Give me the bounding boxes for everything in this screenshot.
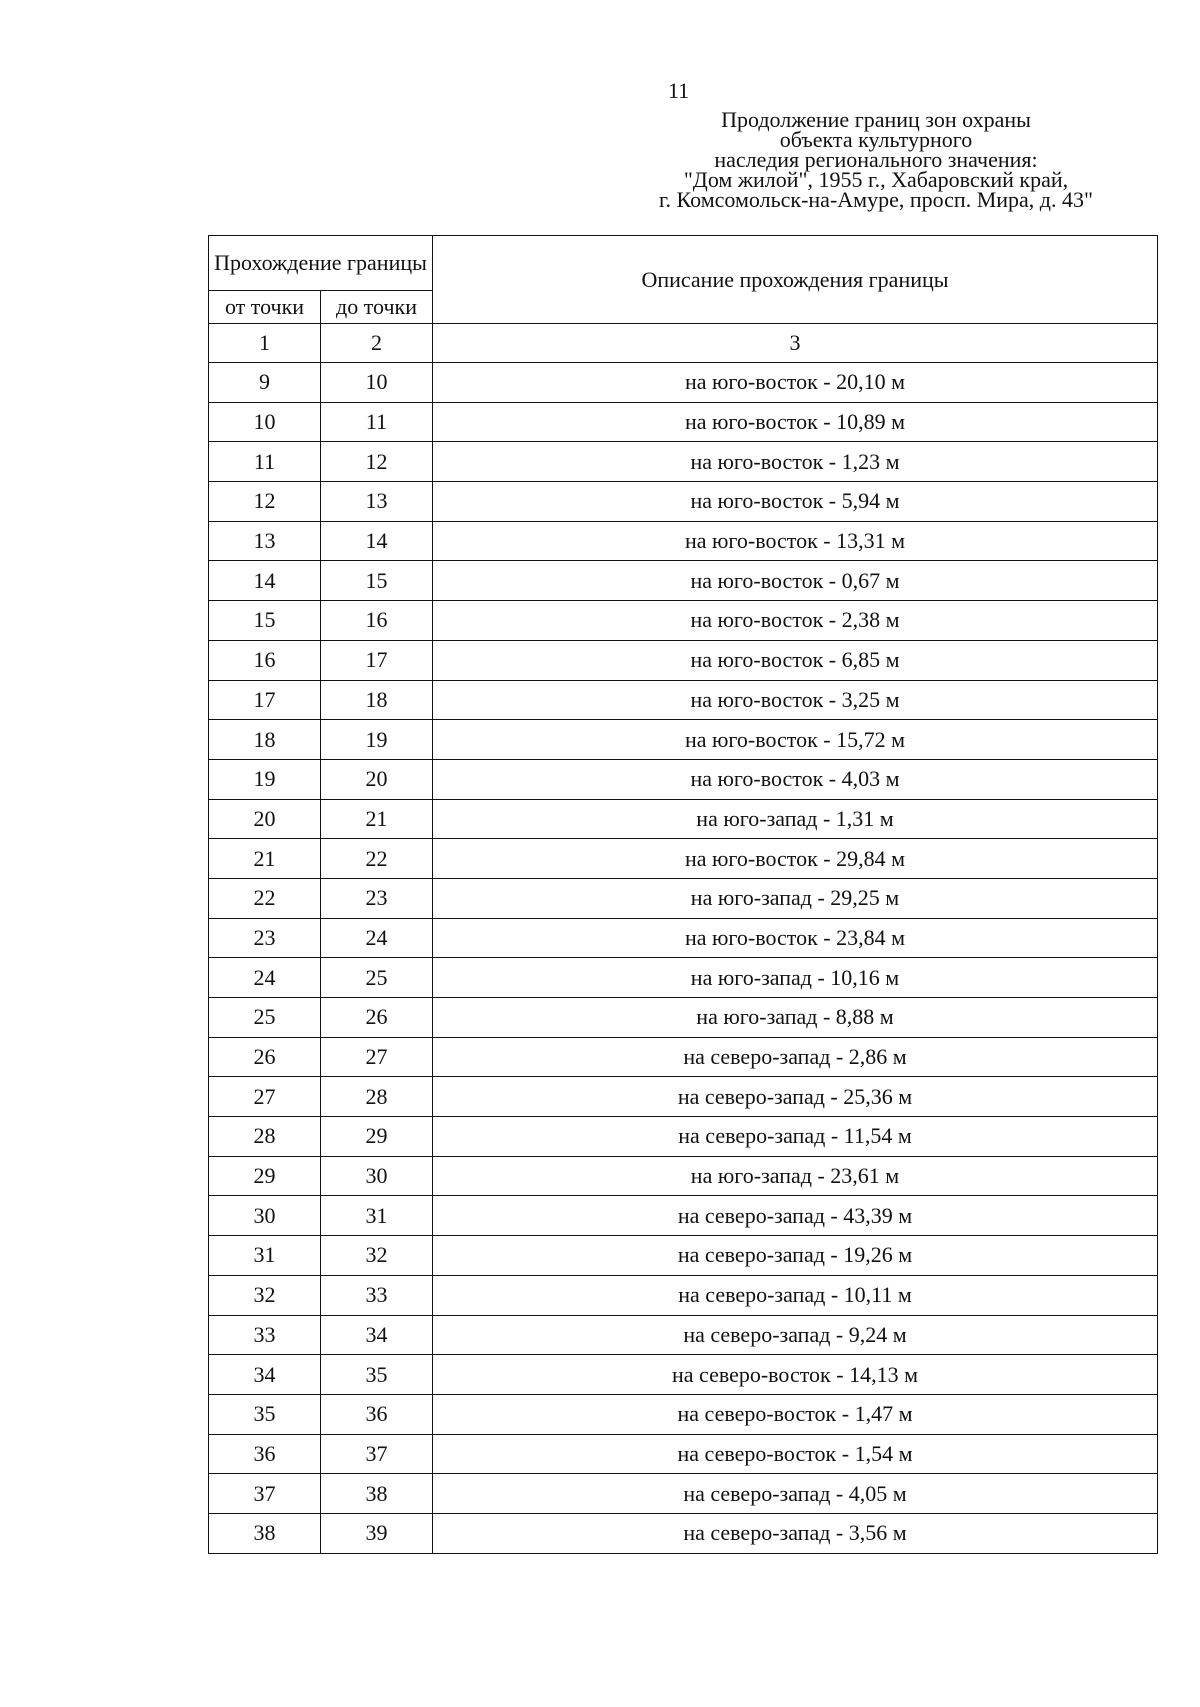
- heading-line: наследия регионального значения:: [714, 147, 1038, 172]
- table-row: [209, 561, 1158, 601]
- table-row: [209, 878, 1158, 918]
- table-row: [209, 1394, 1158, 1434]
- from-point-cell: 20: [209, 799, 321, 839]
- table-row: [209, 759, 1158, 799]
- to-point-cell: 16: [321, 601, 433, 641]
- from-point-cell: 32: [209, 1275, 321, 1315]
- heading-line: объекта культурного: [779, 127, 973, 152]
- description-cell: на северо-запад - 19,26 м: [433, 1236, 1158, 1276]
- description-cell: на юго-восток - 4,03 м: [433, 759, 1158, 799]
- from-point-cell: 34: [209, 1355, 321, 1395]
- table-row: [209, 482, 1158, 522]
- to-point-cell: 19: [321, 720, 433, 760]
- table-row: [209, 799, 1158, 839]
- from-point-cell: 27: [209, 1077, 321, 1117]
- from-point-cell: 35: [209, 1394, 321, 1434]
- table-body: [209, 324, 1158, 1554]
- from-point-cell: 28: [209, 1117, 321, 1157]
- description-header: Описание прохождения границы: [433, 236, 1158, 324]
- description-cell: на северо-запад - 2,86 м: [433, 1037, 1158, 1077]
- from-point-cell: 10: [209, 402, 321, 442]
- from-point-cell: 36: [209, 1434, 321, 1474]
- description-cell: на юго-восток - 5,94 м: [433, 482, 1158, 522]
- to-point-cell: 37: [321, 1434, 433, 1474]
- description-cell: на юго-восток - 2,38 м: [433, 601, 1158, 641]
- description-cell: на юго-запад - 29,25 м: [433, 878, 1158, 918]
- column-number-row: [209, 324, 1158, 363]
- from-point-cell: 13: [209, 521, 321, 561]
- table-row: [209, 1037, 1158, 1077]
- table-row: [209, 1117, 1158, 1157]
- description-cell: на юго-восток - 29,84 м: [433, 839, 1158, 879]
- table-row: [209, 1474, 1158, 1514]
- table-row: [209, 680, 1158, 720]
- table-row: [209, 640, 1158, 680]
- from-point-cell: 29: [209, 1156, 321, 1196]
- description-cell: на юго-восток - 3,25 м: [433, 680, 1158, 720]
- description-cell: на юго-запад - 1,31 м: [433, 799, 1158, 839]
- table-row: [209, 521, 1158, 561]
- document-heading: [596, 107, 1156, 212]
- from-point-cell: 31: [209, 1236, 321, 1276]
- group-header: Прохождение границы: [209, 236, 433, 291]
- description-cell: на северо-восток - 14,13 м: [433, 1355, 1158, 1395]
- boundary-table: [208, 235, 1158, 1554]
- from-point-cell: 26: [209, 1037, 321, 1077]
- from-point-cell: 23: [209, 918, 321, 958]
- to-point-cell: 22: [321, 839, 433, 879]
- to-point-cell: 11: [321, 402, 433, 442]
- table-row: [209, 918, 1158, 958]
- table-row: [209, 363, 1158, 403]
- column-number: 2: [321, 324, 433, 363]
- description-cell: на северо-запад - 3,56 м: [433, 1513, 1158, 1553]
- from-point-cell: 38: [209, 1513, 321, 1553]
- table-row: [209, 958, 1158, 998]
- table-row: [209, 998, 1158, 1038]
- description-cell: на юго-восток - 1,23 м: [433, 442, 1158, 482]
- description-cell: на северо-запад - 11,54 м: [433, 1117, 1158, 1157]
- to-point-cell: 14: [321, 521, 433, 561]
- to-point-cell: 38: [321, 1474, 433, 1514]
- from-point-cell: 21: [209, 839, 321, 879]
- to-point-cell: 17: [321, 640, 433, 680]
- to-point-cell: 25: [321, 958, 433, 998]
- to-point-cell: 36: [321, 1394, 433, 1434]
- description-cell: на северо-запад - 4,05 м: [433, 1474, 1158, 1514]
- table-row: [209, 839, 1158, 879]
- from-point-cell: 25: [209, 998, 321, 1038]
- to-point-cell: 20: [321, 759, 433, 799]
- table-row: [209, 402, 1158, 442]
- to-point-cell: 39: [321, 1513, 433, 1553]
- heading-line: "Дом жилой", 1955 г., Хабаровский край,: [683, 167, 1069, 192]
- table-row: [209, 601, 1158, 641]
- from-point-cell: 16: [209, 640, 321, 680]
- to-point-cell: 32: [321, 1236, 433, 1276]
- from-point-header: от точки: [209, 291, 321, 324]
- description-cell: на северо-запад - 25,36 м: [433, 1077, 1158, 1117]
- to-point-cell: 15: [321, 561, 433, 601]
- from-point-cell: 24: [209, 958, 321, 998]
- from-point-cell: 19: [209, 759, 321, 799]
- description-cell: на северо-запад - 9,24 м: [433, 1315, 1158, 1355]
- from-point-cell: 15: [209, 601, 321, 641]
- table-row: [209, 720, 1158, 760]
- to-point-cell: 30: [321, 1156, 433, 1196]
- to-point-cell: 10: [321, 363, 433, 403]
- to-point-cell: 13: [321, 482, 433, 522]
- to-point-cell: 23: [321, 878, 433, 918]
- to-point-cell: 29: [321, 1117, 433, 1157]
- to-point-header: до точки: [321, 291, 433, 324]
- from-point-cell: 22: [209, 878, 321, 918]
- description-cell: на юго-запад - 8,88 м: [433, 998, 1158, 1038]
- table-row: [209, 1275, 1158, 1315]
- table-row: [209, 1196, 1158, 1236]
- description-cell: на юго-запад - 10,16 м: [433, 958, 1158, 998]
- from-point-cell: 37: [209, 1474, 321, 1514]
- to-point-cell: 18: [321, 680, 433, 720]
- to-point-cell: 27: [321, 1037, 433, 1077]
- column-number: 3: [433, 324, 1158, 363]
- table-row: [209, 1077, 1158, 1117]
- from-point-cell: 14: [209, 561, 321, 601]
- description-cell: на северо-запад - 10,11 м: [433, 1275, 1158, 1315]
- table-row: [209, 1434, 1158, 1474]
- table-row: [209, 1315, 1158, 1355]
- description-cell: на юго-восток - 13,31 м: [433, 521, 1158, 561]
- description-cell: на юго-восток - 0,67 м: [433, 561, 1158, 601]
- table-row: [209, 1236, 1158, 1276]
- table-row: [209, 1156, 1158, 1196]
- description-cell: на северо-восток - 1,54 м: [433, 1434, 1158, 1474]
- description-cell: на юго-восток - 20,10 м: [433, 363, 1158, 403]
- to-point-cell: 21: [321, 799, 433, 839]
- description-cell: на юго-восток - 15,72 м: [433, 720, 1158, 760]
- from-point-cell: 11: [209, 442, 321, 482]
- column-number: 1: [209, 324, 321, 363]
- to-point-cell: 34: [321, 1315, 433, 1355]
- to-point-cell: 33: [321, 1275, 433, 1315]
- to-point-cell: 28: [321, 1077, 433, 1117]
- to-point-cell: 35: [321, 1355, 433, 1395]
- description-cell: на северо-восток - 1,47 м: [433, 1394, 1158, 1434]
- from-point-cell: 30: [209, 1196, 321, 1236]
- heading-line: г. Комсомольск-на-Амуре, просп. Мира, д. 43": [659, 187, 1093, 212]
- to-point-cell: 12: [321, 442, 433, 482]
- to-point-cell: 24: [321, 918, 433, 958]
- from-point-cell: 17: [209, 680, 321, 720]
- description-cell: на юго-запад - 23,61 м: [433, 1156, 1158, 1196]
- table-row: [209, 1513, 1158, 1553]
- heading-line: Продолжение границ зон охраны: [721, 107, 1031, 132]
- from-point-cell: 12: [209, 482, 321, 522]
- from-point-cell: 18: [209, 720, 321, 760]
- to-point-cell: 31: [321, 1196, 433, 1236]
- to-point-cell: 26: [321, 998, 433, 1038]
- page-number: 11: [668, 78, 690, 103]
- table-row: [209, 442, 1158, 482]
- from-point-cell: 33: [209, 1315, 321, 1355]
- description-cell: на северо-запад - 43,39 м: [433, 1196, 1158, 1236]
- description-cell: на юго-восток - 10,89 м: [433, 402, 1158, 442]
- description-cell: на юго-восток - 6,85 м: [433, 640, 1158, 680]
- description-cell: на юго-восток - 23,84 м: [433, 918, 1158, 958]
- table-row: [209, 1355, 1158, 1395]
- from-point-cell: 9: [209, 363, 321, 403]
